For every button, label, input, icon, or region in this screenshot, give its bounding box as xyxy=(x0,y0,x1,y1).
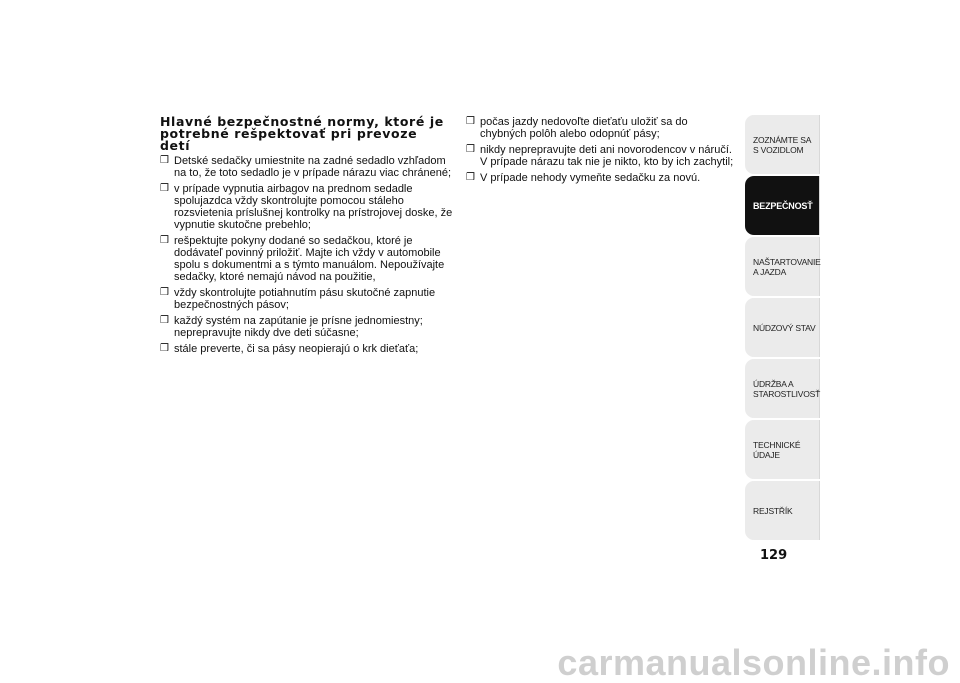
checkbox-bullet-icon: ❒ xyxy=(160,343,169,354)
checkbox-bullet-icon: ❒ xyxy=(466,172,475,183)
tab-label: BEZPEČNOSŤ xyxy=(753,200,813,211)
checkbox-bullet-icon: ❒ xyxy=(160,235,169,246)
tab-label: NAŠTARTOVANIE A JAZDA xyxy=(753,256,821,277)
tab-label: NÚDZOVÝ STAV xyxy=(753,322,816,333)
tab-label: ÚDRŽBA A STAROSTLIVOSŤ xyxy=(753,378,821,399)
list-item-text: rešpektujte pokyny dodané so sedačkou, ktoré je dodávateľ povinný priložiť. Majte ich vždy v automobile spolu s dokumentmi a s týmto manuálom. Nepoužívajte sedačky, ktoré nemajú návod na použitie, xyxy=(174,235,445,283)
left-column xyxy=(160,155,456,359)
list-item-text: v prípade vypnutia airbagov na prednom sedadle spolujazdca vždy skontrolujte pomocou stáleho rozsvietenia príslušnej kontrolky na prístrojovej doske, že vypnutie skutočne prebehlo; xyxy=(174,183,453,231)
checkbox-bullet-icon: ❒ xyxy=(160,287,169,298)
tab-label: ZOZNÁMTE SA S VOZIDLOM xyxy=(753,135,811,155)
section-heading: Hlavné bezpečnostné normy, ktoré je potrebné rešpektovať pri prevoze detí xyxy=(160,114,444,153)
list-item-text: každý systém na zapútanie je prísne jednomiestny; neprepravujte nikdy dve deti súčasne; xyxy=(174,315,423,339)
list-item xyxy=(160,287,456,311)
list-item-text: V prípade nehody vymeňte sedačku za novú. xyxy=(480,172,701,184)
list-item xyxy=(466,116,736,140)
checkbox-bullet-icon: ❒ xyxy=(466,144,475,155)
tab-udrzba-a-starostlivost[interactable] xyxy=(745,359,820,418)
tab-technicke-udaje[interactable] xyxy=(745,420,820,479)
list-item xyxy=(160,343,456,355)
list-item xyxy=(160,315,456,339)
list-item-text: nikdy neprepravujte deti ani novorodencov v náručí. V prípade nárazu tak nie je nikto, kto by ich zachytil; xyxy=(480,144,734,168)
tab-rejstrik[interactable] xyxy=(745,481,820,540)
tab-bezpecnost[interactable] xyxy=(745,176,820,235)
list-item xyxy=(466,172,736,184)
list-item-text: vždy skontrolujte potiahnutím pásu skutočné zapnutie bezpečnostných pásov; xyxy=(174,287,436,311)
tab-zoznamte-sa-s-vozidlom[interactable] xyxy=(745,115,820,174)
list-item-text: počas jazdy nedovoľte dieťaťu uložiť sa do chybných polôh alebo odopnúť pásy; xyxy=(480,116,688,140)
list-item-text: Detské sedačky umiestnite na zadné sedadlo vzhľadom na to, že toto sedadlo je v prípade nárazu viac chránené; xyxy=(174,155,452,179)
list-item xyxy=(160,183,456,231)
checkbox-bullet-icon: ❒ xyxy=(466,116,475,127)
list-item-text: stále preverte, či sa pásy neopierajú o krk dieťaťa; xyxy=(174,343,419,355)
checkbox-bullet-icon: ❒ xyxy=(160,183,169,194)
list-item xyxy=(466,144,736,168)
page-number: 129 xyxy=(760,548,788,563)
right-column xyxy=(466,116,736,188)
list-item xyxy=(160,155,456,179)
watermark: carmanualsonline.info xyxy=(557,642,950,683)
tab-nastartovanie-a-jazda[interactable] xyxy=(745,237,820,296)
tab-label: REJSTŘÍK xyxy=(753,505,793,516)
tab-label: TECHNICKÉ ÚDAJE xyxy=(753,439,801,460)
chapter-tabs xyxy=(745,115,820,542)
list-item xyxy=(160,235,456,283)
checkbox-bullet-icon: ❒ xyxy=(160,315,169,326)
checkbox-bullet-icon: ❒ xyxy=(160,155,169,166)
tab-nudzovy-stav[interactable] xyxy=(745,298,820,357)
